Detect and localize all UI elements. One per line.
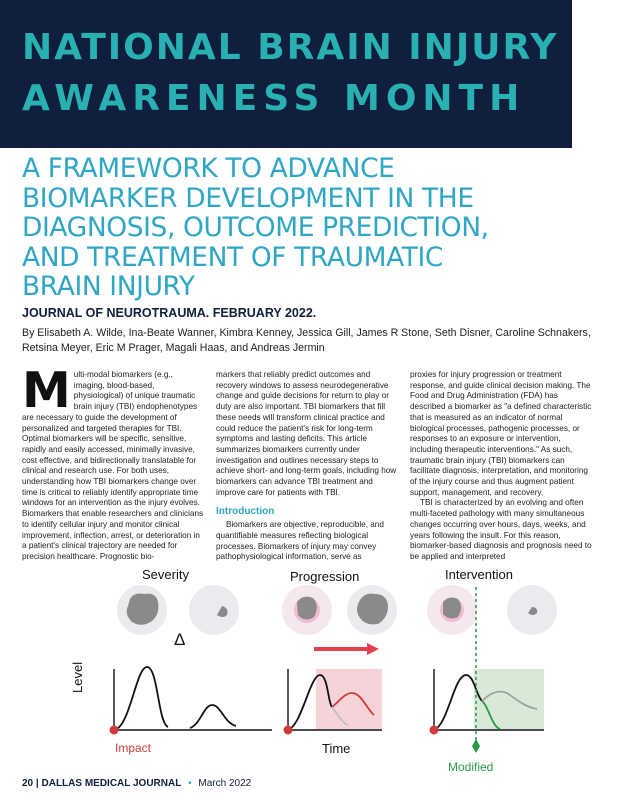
- chart-panel-progression: [284, 669, 383, 735]
- footer-separator: |: [35, 778, 39, 789]
- body-column-3: [410, 370, 592, 563]
- drop-cap: M: [22, 362, 71, 419]
- modified-marker: [472, 739, 480, 753]
- banner-title-line2: AWARENESS MONTH: [22, 78, 526, 119]
- paragraph: Biomarkers are objective, reproducible, and quantifiable measures reflecting biological processes. Biomarkers of injury may convey pathophysiological information, serve as: [216, 520, 384, 562]
- author-list: By Elisabeth A. Wilde, Ina-Beate Wanner, Kimbra Kenney, Jessica Gill, James R Stone, Seth Disner, Caroline Schnakers, Retsina Meyer, Eric M Prager, Magali Haas, and Andreas Jermin: [22, 327, 591, 354]
- brain-icon: [507, 585, 557, 635]
- paragraph: markers that reliably predict outcomes and recovery windows to assess neurodegenerative change and guide decisions for return to play or duty are also important. TBI biomarkers that fill these needs will transform clinical practice and could reduce the patient's risk for long-term symptoms and lasting deficits. This article summarizes biomarkers currently under investigation and outlines necessary steps to achieve short- and long-term goals, including how biomarkers can advance TBI treatment and improve care for patients with TBI.: [216, 370, 397, 497]
- impact-marker: [110, 726, 119, 735]
- title-line: A FRAMEWORK TO ADVANCE: [22, 153, 395, 184]
- axis-label-time: Time: [322, 741, 351, 756]
- impact-marker: [430, 726, 439, 735]
- footer-bullet: •: [188, 778, 192, 789]
- progression-window: [316, 669, 382, 729]
- label-progression: Progression: [290, 569, 360, 584]
- axis-label-level: Level: [70, 661, 85, 693]
- publication-name: DALLAS MEDICAL JOURNAL: [41, 778, 182, 789]
- label-modified: Modified: [448, 760, 494, 774]
- body-column-1: [22, 362, 204, 563]
- article-title: [22, 154, 622, 302]
- brain-icon: [427, 585, 477, 635]
- paragraph: ulti-modal biomarkers (e.g., imaging, blood-based, physiological) of unique traumatic brain injury (TBI) endophenotypes are necessary to guide the development of personalized and targeted therapies for TBI. Optimal biomarkers will be specific, sensitive, rapidly and easily accessed, minimally invasive, cost effective, and bidirectionally translatable for clinical and research use. For both uses, understanding how TBI biomarkers change over time is critical to reliably identify appropriate time windows for an intervention as the injury evolves. Biomarkers that enable researchers and clinicians to identify cellular injury and monitor clinical improvement, inflection, arrest, or deterioration in a patient's clinical trajectory are needed for precision healthcare. Prognostic bio-: [22, 370, 204, 561]
- journal-citation: JOURNAL OF NEUROTRAUMA. FEBRUARY 2022.: [22, 306, 317, 320]
- brain-icon: [347, 585, 397, 635]
- impact-marker: [284, 726, 293, 735]
- header-banner: [0, 0, 572, 148]
- paragraph: proxies for injury progression or treatment response, and guide clinical decision making. The Food and Drug Administration (FDA) has described a biomarker as "a defined characteristic that is measured as an indicator of normal biological processes, pathogenic processes, or responses to an exposure or intervention, including therapeutic interventions." As such, traumatic brain injury (TBI) biomarkers can facilitate diagnosis, interpretation, and monitoring of the injury course and thus augment patient support, management, and recovery.: [410, 370, 592, 497]
- biomarker-trajectory-figure: [22, 565, 582, 780]
- banner-title-line1: NATIONAL BRAIN INJURY: [22, 27, 559, 68]
- body-column-2: [216, 370, 398, 563]
- section-heading-introduction: Introduction: [216, 506, 275, 518]
- brain-icon: [117, 585, 167, 635]
- brain-icon: [189, 585, 239, 635]
- progression-arrow: [314, 643, 379, 655]
- label-impact: Impact: [115, 741, 152, 755]
- brain-icon: [282, 585, 332, 635]
- delta-symbol: Δ: [174, 630, 186, 649]
- page-number: 20: [22, 778, 34, 789]
- publication-date: March 2022: [198, 778, 252, 789]
- title-line: DIAGNOSIS, OUTCOME PREDICTION,: [22, 212, 489, 243]
- title-line: BIOMARKER DEVELOPMENT IN THE: [22, 182, 474, 214]
- title-line: BRAIN INJURY: [22, 271, 195, 302]
- paragraph: TBI is characterized by an evolving and often multi-faceted pathology with many simultaneous changes occurring over hours, days, weeks, and years following the insult. For this reason, biomarker-based diagnosis and prognosis need to be applied and interpreted: [410, 498, 592, 561]
- figure-graphics: [22, 565, 582, 780]
- label-severity: Severity: [142, 567, 189, 582]
- title-line: AND TREATMENT OF TRAUMATIC: [22, 241, 444, 273]
- label-intervention: Intervention: [445, 567, 513, 582]
- chart-panel-severity: [110, 667, 273, 735]
- page-footer: [22, 778, 251, 789]
